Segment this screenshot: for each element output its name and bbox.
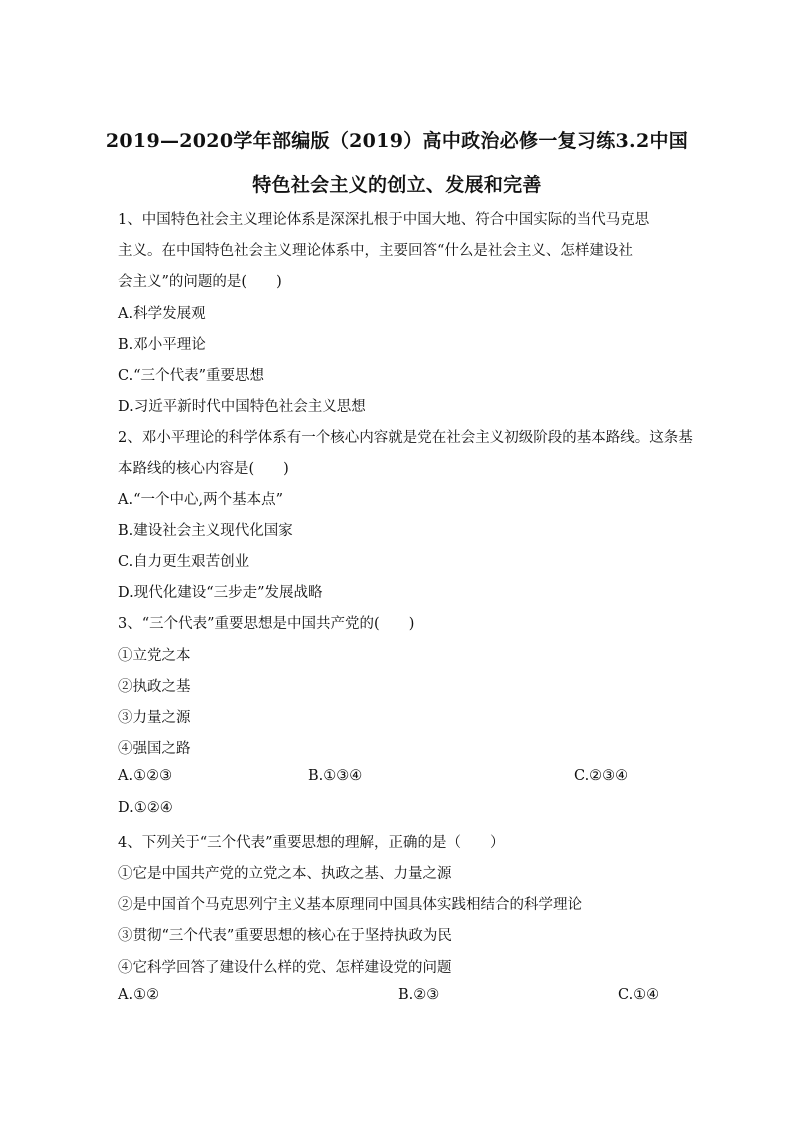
q1-option-c: C.“三个代表”重要思想 <box>118 368 265 384</box>
q4-options-row <box>118 987 678 1007</box>
q3-item-3: ③力量之源 <box>118 710 191 726</box>
q4-option-b: B.②③ <box>398 987 440 1003</box>
q2-stem-line-1: 2、邓小平理论的科学体系有一个核心内容就是党在社会主义初级阶段的基本路线。这条基 <box>118 430 693 446</box>
q3-option-a: A.①②③ <box>118 768 173 784</box>
q3-item-4: ④强国之路 <box>118 741 191 757</box>
q1-stem-line-1: 1、中国特色社会主义理论体系是深深扎根于中国大地、符合中国实际的当代马克思 <box>118 212 650 228</box>
document-title-line-1: 2019—2020学年部编版（2019）高中政治必修一复习练3.2中国 <box>105 130 689 152</box>
q4-option-a: A.①② <box>118 987 160 1003</box>
q2-option-b: B.建设社会主义现代化国家 <box>118 523 293 539</box>
q4-option-c: C.①④ <box>618 987 660 1003</box>
document-title-line-2: 特色社会主义的创立、发展和完善 <box>252 174 542 196</box>
q1-stem-line-3: 会主义”的问题的是( ) <box>118 274 282 290</box>
q3-item-1: ①立党之本 <box>118 648 191 664</box>
q3-stem: 3、“三个代表”重要思想是中国共产党的( ) <box>118 616 415 632</box>
q4-item-1: ①它是中国共产党的立党之本、执政之基、力量之源 <box>118 866 452 882</box>
q1-stem-line-2: 主义。在中国特色社会主义理论体系中，主要回答“什么是社会主义、怎样建设社 <box>118 243 633 259</box>
q3-option-b: B.①③④ <box>308 768 363 784</box>
q3-option-c: C.②③④ <box>574 768 629 784</box>
q2-option-d: D.现代化建设“三步走”发展战略 <box>118 585 323 601</box>
q2-option-a: A.“一个中心,两个基本点” <box>118 492 284 508</box>
q4-item-2: ②是中国首个马克思列宁主义基本原理同中国具体实践相结合的科学理论 <box>118 897 582 913</box>
q1-option-d: D.习近平新时代中国特色社会主义思想 <box>118 399 366 415</box>
q4-item-3: ③贯彻“三个代表”重要思想的核心在于坚持执政为民 <box>118 928 452 944</box>
q1-option-b: B.邓小平理论 <box>118 337 206 353</box>
q3-option-d: D.①②④ <box>118 800 173 816</box>
q4-stem: 4、下列关于“三个代表”重要思想的理解，正确的是（ ） <box>118 835 505 851</box>
q2-option-c: C.自力更生艰苦创业 <box>118 554 250 570</box>
q1-option-a: A.科学发展观 <box>118 306 206 322</box>
q4-item-4: ④它科学回答了建设什么样的党、怎样建设党的问题 <box>118 960 452 976</box>
q3-item-2: ②执政之基 <box>118 679 191 695</box>
q3-options-row <box>118 768 678 788</box>
q2-stem-line-2: 本路线的核心内容是( ) <box>118 461 289 477</box>
